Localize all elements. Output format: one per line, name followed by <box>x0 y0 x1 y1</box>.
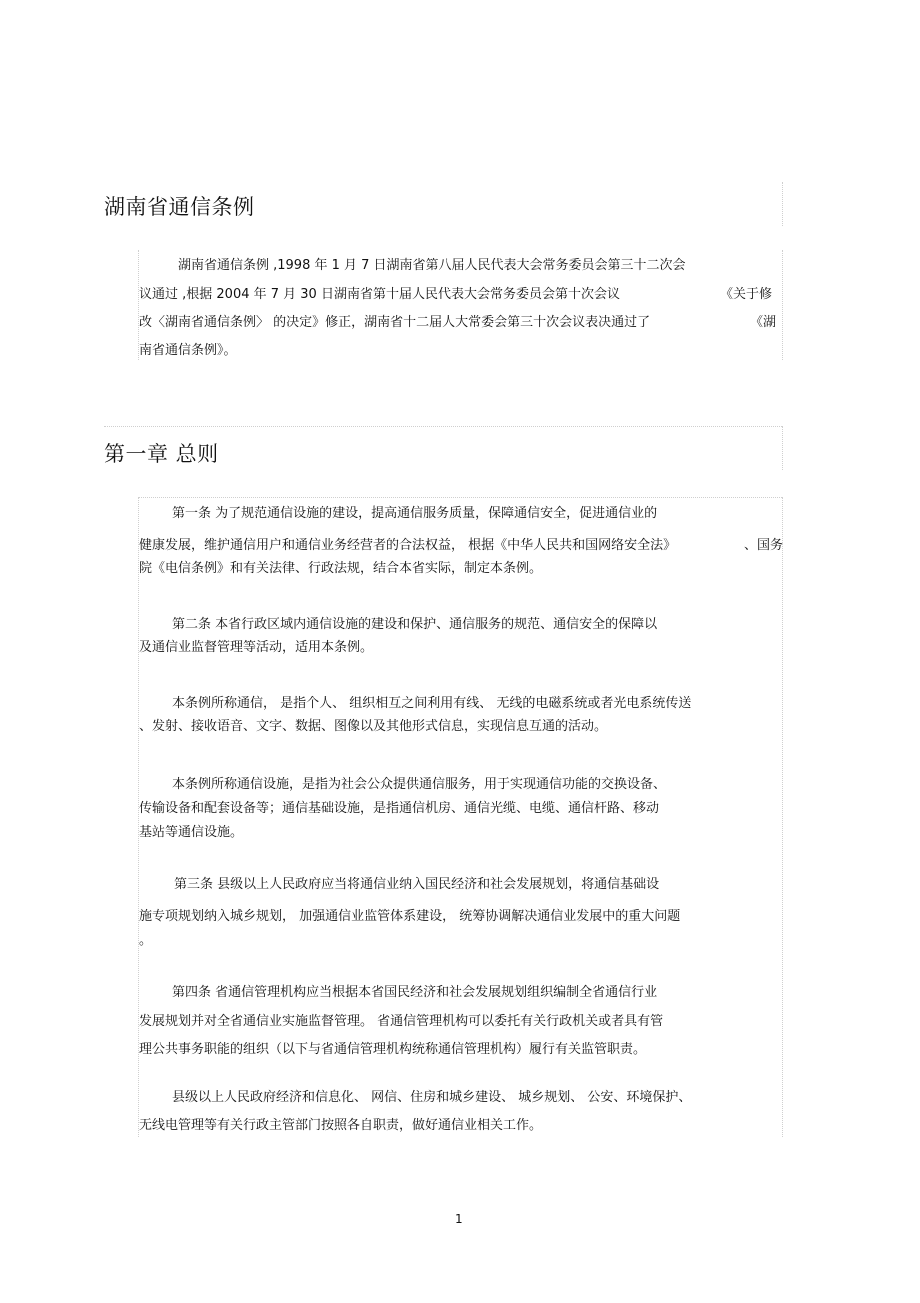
article-line: 传输设备和配套设备等；通信基础设施，是指通信机房、通信光缆、电缆、通信杆路、移动 <box>139 801 660 816</box>
chapter-heading: 第一章 总则 <box>104 442 219 466</box>
article-line: 县级以上人民政府经济和信息化、 网信、住房和城乡建设、 城乡规划、 公安、环境保护、 <box>172 1090 692 1105</box>
article-line: 第三条 县级以上人民政府应当将通信业纳入国民经济和社会发展规划，将通信基础设 <box>174 877 660 892</box>
page-number: 1 <box>455 1212 463 1226</box>
article-line: 无线电管理等有关行政主管部门按照各自职责，做好通信业相关工作。 <box>139 1118 543 1133</box>
article-line: 。 <box>139 933 153 948</box>
right-guide-line <box>782 182 783 226</box>
body-top-rule <box>138 497 782 498</box>
article-line: 本条例所称通信， 是指个人、 组织相互之间利用有线、 无线的电磁系统或者光电系统传送 <box>172 696 692 711</box>
intro-line: 湖南省通信条例 ,1998 年 1 月 7 日湖南省第八届人民代表大会常务委员会第三十二次会 <box>178 258 686 273</box>
chapter-top-rule <box>104 426 782 427</box>
article-line: 及通信业监督管理等活动，适用本条例。 <box>139 640 374 655</box>
article-line: 本条例所称通信设施，是指为社会公众提供通信服务，用于实现通信功能的交换设备、 <box>172 777 667 792</box>
article-line: 健康发展，维护通信用户和通信业务经营者的合法权益， 根据《中华人民共和国网络安全法》 <box>139 538 677 553</box>
intro-line: 南省通信条例》。 <box>139 343 237 358</box>
document-title: 湖南省通信条例 <box>104 195 255 219</box>
intro-line: 《关于修 <box>720 287 773 302</box>
article-line: 第二条 本省行政区域内通信设施的建设和保护、通信服务的规范、通信安全的保障以 <box>172 617 658 632</box>
article-line: 理公共事务职能的组织（以下与省通信管理机构统称通信管理机构）履行有关监管职责。 <box>139 1042 647 1057</box>
article-line: 、发射、接收语音、文字、数据、图像以及其他形式信息，实现信息互通的活动。 <box>139 719 608 734</box>
article-line: 施专项规划纳入城乡规划， 加强通信业监管体系建设， 统筹协调解决通信业发展中的重大问题 <box>139 909 681 924</box>
intro-line: 议通过 ,根据 2004 年 7 月 30 日湖南省第十届人民代表大会常务委员会第十次会议 <box>139 287 620 302</box>
intro-line: 《湖 <box>750 315 777 330</box>
body-left-guide-line <box>138 497 139 1137</box>
chapter-right-guide-line <box>782 426 783 470</box>
article-line: 第四条 省通信管理机构应当根据本省国民经济和社会发展规划组织编制全省通信行业 <box>172 985 658 1000</box>
article-line: 基站等通信设施。 <box>139 825 244 840</box>
article-line: 院《电信条例》和有关法律、行政法规，结合本省实际，制定本条例。 <box>139 561 543 576</box>
intro-line: 改〈湖南省通信条例〉 的决定》修正，湖南省十二届人大常委会第三十次会议表决通过了 <box>139 315 651 330</box>
body-right-guide-line <box>782 497 783 1137</box>
intro-right-guide-line <box>782 250 783 360</box>
article-line: 、国务 <box>744 538 784 553</box>
article-line: 第一条 为了规范通信设施的建设，提高通信服务质量，保障通信安全，促进通信业的 <box>172 506 658 521</box>
article-line: 发展规划并对全省通信业实施监督管理。 省通信管理机构可以委托有关行政机关或者具有管 <box>139 1014 664 1029</box>
